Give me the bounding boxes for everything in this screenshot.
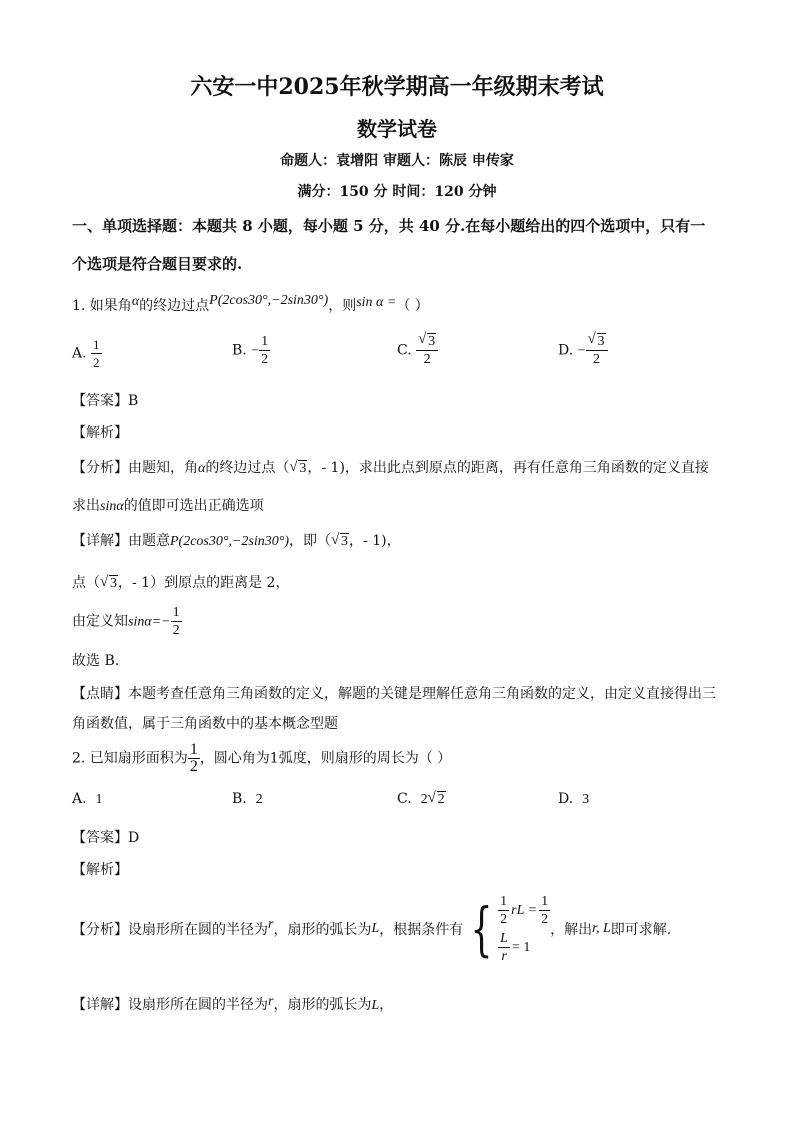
exam-authors: 命题人：袁增阳 审题人：陈辰 申传家 (280, 153, 514, 169)
q2-option-b: B. 2 (232, 791, 263, 807)
q2-analysis-tag: 【解析】 (72, 862, 128, 878)
exam-subject: 数学试卷 (357, 117, 437, 141)
q1-option-d: D. − √ 3 2 (558, 333, 608, 368)
q1-fenxi-line2: 求出sinα的值即可选出正确选项 (72, 498, 264, 514)
section-heading-line1: 一、单项选择题：本题共 8 小题，每小题 5 分，共 40 分.在每小题给出的四个选项中，只有一 (72, 217, 706, 235)
q1-option-a: A. $\frac{1}{2}$ (72, 337, 100, 370)
q2-xiangjie: 【详解】设扇形所在圆的半径为r，扇形的弧长为L， (72, 994, 394, 1013)
section-heading-line2: 个选项是符合题目要求的. (72, 255, 243, 273)
q1-answer: 【答案】B (72, 393, 139, 409)
q1-option-c: C. √ 3 2 (397, 333, 438, 368)
q1-dianjing-line1: 【点睛】本题考查任意角三角函数的定义，解题的关键是理解任意角三角函数的定义，由定义直接得出三 (72, 686, 716, 702)
q1-analysis-tag: 【解析】 (72, 425, 128, 441)
q1-option-b: B. − $\frac{1}{2}$ (232, 334, 269, 367)
q1-fenxi-line1: 【分析】由题知，角α的终边过点（ √ 3，- 1)，求出此点到原点的距离，再有任意角三角函数的定义直接 (72, 459, 709, 476)
q1-xiangjie-line4: 故选 B. (72, 653, 120, 669)
q1-xiangjie-line1: 【详解】由题意P(2cos30°,−2sin30°)，即（ √ 3，- 1)， (72, 532, 401, 549)
q2-fenxi: 【分析】 设扇形所在圆的半径为 r ，扇形的弧长为 L ，根据条件有 { $\frac{1}{2}$ rL = $\frac{1}{2}$ $\frac{L}{r}$ = 1 ，解出 r, L 即可求解. (72, 894, 672, 964)
q1-xiangjie-line3: 由定义知sinα=− $\frac{1}{2}$ (72, 605, 180, 638)
q2-option-c: C. 2 √ 2 (397, 790, 445, 807)
q2-option-d: D. 3 (558, 791, 590, 807)
q1-stem: 1. 如果角α的终边过点P(2cos30°,−2sin30°)，则sin α =（ ） (72, 293, 429, 314)
equation-system: { $\frac{1}{2}$ rL = $\frac{1}{2}$ $\frac{L}{r}$ = 1 (470, 894, 549, 964)
exam-title: 六安一中2025年秋学期高一年级期末考试 (190, 74, 604, 100)
exam-score-time: 满分：150 分 时间：120 分钟 (297, 184, 497, 200)
q2-option-a: A. 1 (72, 791, 103, 807)
q1-xiangjie-line2: 点（ √ 3，- 1）到原点的距离是 2， (72, 574, 290, 591)
q2-answer: 【答案】D (72, 830, 140, 846)
q1-dianjing-line2: 角函数值，属于三角函数中的基本概念型题 (72, 716, 338, 732)
q2-stem: 2. 已知扇形面积为 $\frac{1}{2}$ ，圆心角为1弧度，则扇形的周长为（ ） (72, 741, 452, 775)
